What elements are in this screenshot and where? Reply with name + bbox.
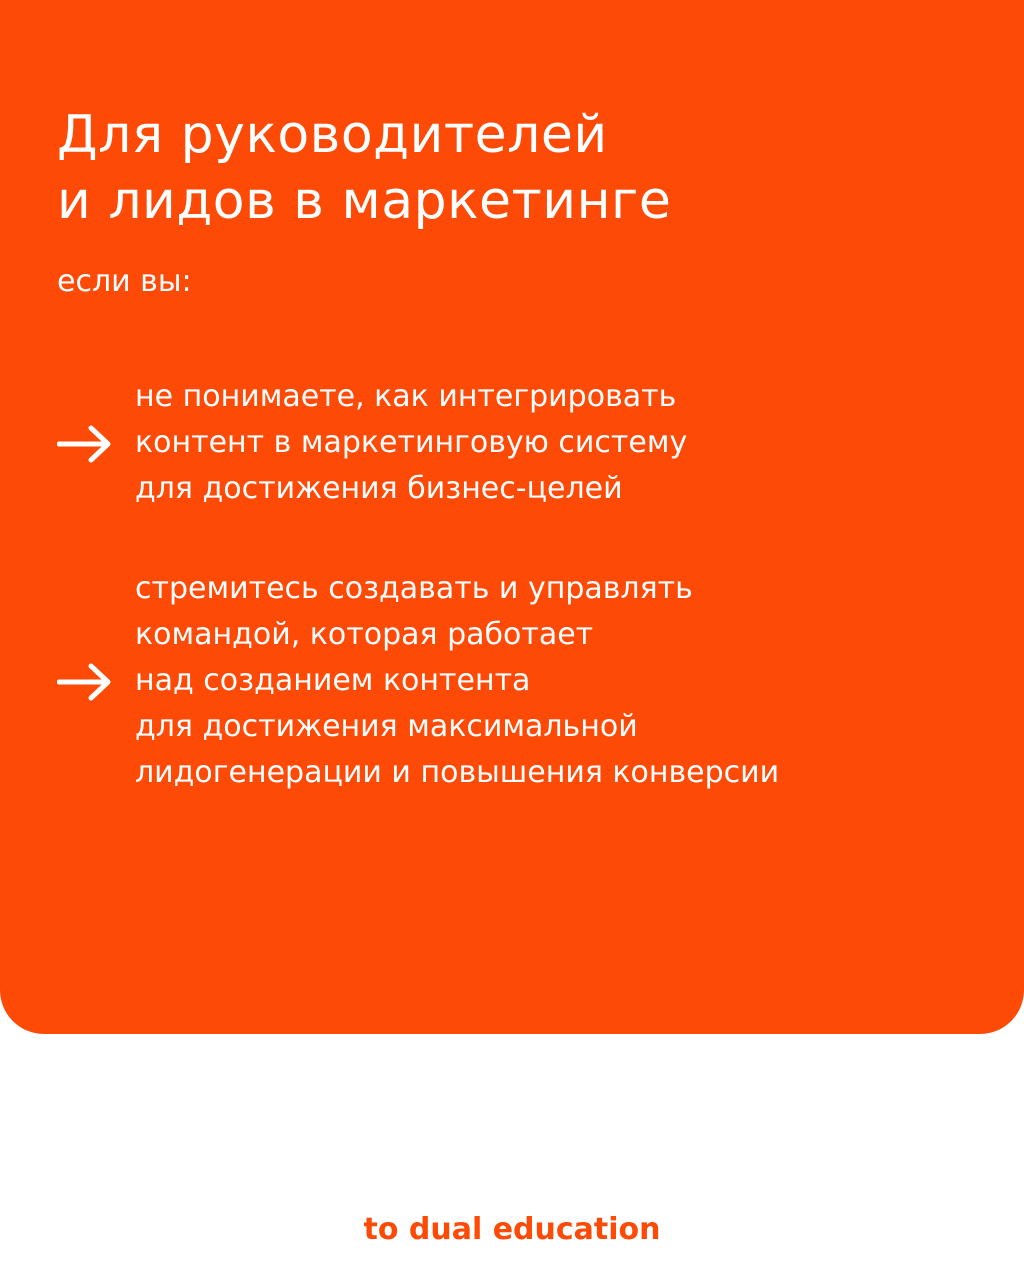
list-item-line: для достижения максимальной xyxy=(135,709,638,744)
list-item-line: не понимаете, как интегрировать xyxy=(135,379,677,414)
brand-footer: to dual education xyxy=(363,1212,661,1247)
list-item-line: над созданием контента xyxy=(135,663,531,698)
title-line-1: Для руководителей xyxy=(57,105,608,165)
title-line-2: и лидов в маркетинге xyxy=(57,171,672,231)
list-item-text xyxy=(135,374,687,512)
list-item-line: контент в маркетинговую систему xyxy=(135,425,688,460)
arrow-right-icon xyxy=(57,662,113,702)
subtitle: если вы: xyxy=(57,264,192,299)
list-item-text xyxy=(135,566,779,796)
list-item-line: стремитесь создавать и управлять xyxy=(135,571,693,606)
arrow-right-icon xyxy=(57,424,113,464)
list-item-line: лидогенерации и повышения конверсии xyxy=(135,755,780,790)
page-title xyxy=(57,102,671,234)
list-item-line: командой, которая работает xyxy=(135,617,594,652)
list-item-line: для достижения бизнес-целей xyxy=(135,471,623,506)
